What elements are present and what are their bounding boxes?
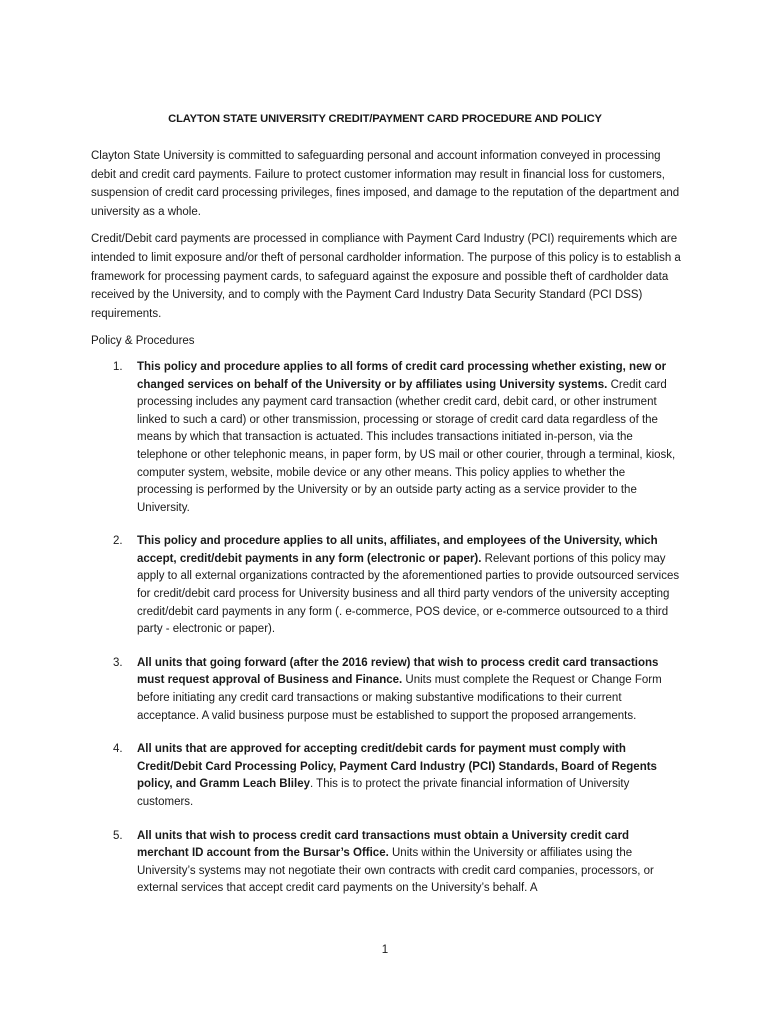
list-item-body: Credit card processing includes any payment card transaction (whether credit card, debit card, or other instrument linked to such a card) or other transmission, processing or storage of credit card data regardless of the means by which that transaction is actuated. This includes transactions initiated in-person, via the telephone or other telephonic means, in paper form, by US mail or other courier, through a terminal, kiosk, computer system, website, mobile device or any other means. This policy applies to whether the processing is performed by the University or by an outside party acting as a service provider to the University.	[137, 378, 676, 514]
list-item-lead: All units that going forward (after the 2016 review) that wish to process credit card transactions must request approval of Business and Finance.	[137, 656, 659, 687]
pci-paragraph: Credit/Debit card payments are processed in compliance with Payment Card Industry (PCI) requirements which are intended to limit exposure and/or theft of personal cardholder information. The purpose of this policy is to establish a framework for processing payment cards, to safeguard against the exposure and possible theft of cardholder data received by the University, and to comply with the Payment Card Industry Data Security Standard (PCI DSS) requirements.	[91, 233, 681, 320]
list-item	[91, 533, 681, 639]
policy-list	[91, 359, 681, 898]
list-item	[91, 359, 681, 517]
list-item-number: 2.	[113, 535, 123, 548]
list-item-body: Units must complete the Request or Change Form before initiating any credit card transactions or making substantive modifications to their current acceptance. A valid business purpose must be established to support the proposed arrangements.	[137, 674, 662, 722]
list-item-lead: All units that are approved for accepting credit/debit cards for payment must comply with Credit/Debit Card Processing Policy, Payment Card Industry (PCI) Standards, Board of Regents policy, and Gramm Leach Bliley	[137, 743, 657, 791]
list-item	[91, 741, 681, 811]
list-item	[91, 828, 681, 898]
list-item-body: . This is to protect the private financial information of University customers.	[137, 778, 630, 808]
intro-paragraph: Clayton State University is committed to safeguarding personal and account information conveyed in processing debit and credit card payments. Failure to protect customer information may result in financial loss for customers, suspension of credit card processing privileges, fines imposed, and damage to the reputation of the department and university as a whole.	[91, 150, 680, 218]
list-item-body: Units within the University or affiliates using the University’s systems may not negotiate their own contracts with credit card companies, processors, or external services that accept credit card payments on the University’s behalf. A	[137, 847, 654, 895]
list-item-number: 4.	[113, 743, 123, 756]
section-heading: Policy & Procedures	[91, 335, 195, 348]
list-item-lead: All units that wish to process credit card transactions must obtain a University credit card merchant ID account from the Bursar’s Office.	[137, 829, 630, 860]
list-item-number: 5.	[113, 829, 123, 842]
list-item-number: 1.	[113, 360, 123, 373]
list-item	[91, 655, 681, 725]
document-title: CLAYTON STATE UNIVERSITY CREDIT/PAYMENT CARD PROCEDURE AND POLICY	[168, 113, 602, 125]
document-body	[91, 147, 681, 914]
list-item-body: Relevant portions of this policy may apply to all external organizations contracted by the aforementioned parties to provide outsourced services for credit/debit card process for University business and all third party vendors of the university accepting credit/debit card payments in any form (. e-commerce, POS device, or e-commerce outsourced to a third party - electronic or paper).	[137, 552, 680, 636]
list-item-number: 3.	[113, 656, 123, 669]
list-item-lead: This policy and procedure applies to all units, affiliates, and employees of the University, which accept, credit/debit payments in any form (electronic or paper).	[137, 535, 658, 565]
list-item-lead: This policy and procedure applies to all forms of credit card processing whether existing, new or changed services on behalf of the University or by affiliates using University systems.	[137, 360, 667, 391]
page-number: 1	[381, 944, 389, 956]
